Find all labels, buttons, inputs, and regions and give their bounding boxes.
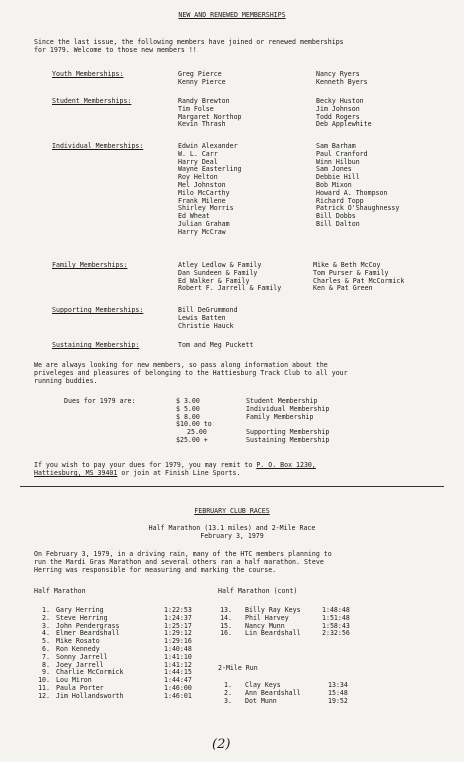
half-places (28, 607, 50, 701)
member-name: Kevin Thrash (178, 120, 226, 129)
member-name: Harry McCraw (178, 227, 226, 236)
member-name: Julian Graham (178, 219, 230, 228)
result-time: 2:32:56 (322, 629, 350, 638)
page-number: (2) (212, 737, 231, 752)
dues-amount: $10.00 to (176, 420, 212, 429)
result-place: 13. (220, 606, 232, 614)
result-place: 4. (42, 629, 50, 638)
member-name: Tom and Meg Puckett (178, 341, 254, 349)
two-mile-title: 2-Mile Run (218, 664, 258, 672)
category-label-student: Student Memberships: (52, 97, 132, 105)
races-paragraph-line-1: On February 3, 1979, in a driving rain, many of the HTC members planning to (34, 550, 332, 558)
result-name: Nancy Munn (245, 621, 285, 630)
result-place: 14. (220, 613, 232, 622)
member-name: Mel Johnston (178, 180, 226, 189)
category-label-supporting: Supporting Memberships: (52, 306, 144, 314)
result-name: Paula Porter (56, 683, 104, 692)
result-place: 9. (42, 668, 50, 677)
member-name: Milo McCarthy (178, 188, 230, 197)
result-place: 3. (42, 621, 50, 630)
result-name: Gary Herring (56, 606, 104, 614)
youth-members-col1 (178, 71, 226, 87)
member-name: Sam Barham (316, 142, 356, 150)
result-time: 13:34 (328, 681, 348, 689)
result-time: 1:51:48 (322, 613, 350, 622)
result-time: 1:46:01 (164, 691, 192, 700)
member-name: Sam Jones (316, 165, 352, 174)
races-paragraph-line-3: Herring was responsible for measuring and marking the course. (34, 566, 277, 574)
member-name: Deb Applewhite (316, 120, 372, 129)
half-cont-names (245, 607, 301, 638)
member-name: Paul Cranford (316, 149, 368, 158)
result-name: Dot Munn (245, 696, 277, 705)
result-place: 12. (38, 691, 50, 700)
category-label-individual: Individual Memberships: (52, 142, 144, 150)
half-cont-times (322, 607, 350, 638)
member-name: Charles & Pat McCormick (313, 276, 405, 285)
family-members-col2 (313, 262, 404, 293)
half-names (56, 607, 124, 701)
races-subheading: Half Marathon (13.1 miles) and 2-Mile Race (148, 524, 316, 532)
individual-members-col1 (178, 143, 242, 237)
result-time: 1:24:37 (164, 613, 192, 622)
member-name: Margaret Northop (178, 112, 242, 121)
member-name: Howard A. Thompson (316, 188, 388, 197)
member-name: Edwin Alexander (178, 142, 238, 150)
half-marathon-title: Half Marathon (34, 587, 86, 595)
member-name: Lewis Batten (178, 313, 226, 322)
result-name: Clay Keys (245, 681, 281, 689)
result-time: 1:29:12 (164, 629, 192, 638)
member-name: W. L. Carr (178, 149, 218, 158)
result-time: 19:52 (328, 696, 348, 705)
member-name: Frank Milene (178, 196, 226, 205)
member-name: Greg Pierce (178, 70, 222, 78)
result-name: Jim Hollandsworth (56, 691, 124, 700)
member-name: Ken & Pat Green (313, 284, 373, 293)
result-place: 1. (42, 606, 50, 614)
member-name: Todd Rogers (316, 112, 360, 121)
member-name: Wayne Easterling (178, 165, 242, 174)
sustaining-members-col1 (178, 342, 253, 350)
result-place: 7. (42, 652, 50, 661)
member-name: Ed Walker & Family (178, 276, 250, 285)
member-name: Bill Dalton (316, 219, 360, 228)
result-name: Elmer Beardshall (56, 629, 120, 638)
result-time: 1:29:16 (164, 637, 192, 646)
dues-type: Student Membership (246, 397, 318, 405)
result-place: 1. (224, 681, 232, 689)
result-place: 11. (38, 683, 50, 692)
supporting-members-col1 (178, 307, 238, 330)
member-name: Christie Hauck (178, 321, 234, 330)
result-name: Lou Miron (56, 676, 92, 685)
member-name: Robert F. Jarrell & Family (178, 284, 282, 293)
result-place: 5. (42, 637, 50, 646)
dues-amount: $25.00 + (176, 435, 208, 444)
result-time: 1:46:00 (164, 683, 192, 692)
result-name: Ron Kennedy (56, 644, 100, 653)
result-name: Charlie McCormick (56, 668, 124, 677)
member-name: Kenneth Byers (316, 77, 368, 86)
result-time: 1:44:47 (164, 676, 192, 685)
result-place: 10. (38, 676, 50, 685)
result-name: John Pendergrass (56, 621, 120, 630)
member-name: Randy Brewton (178, 97, 230, 105)
result-place: 3. (224, 696, 232, 705)
two-mile-times (328, 682, 348, 705)
member-name: Tim Folse (178, 104, 214, 113)
memberships-intro-line-2: for 1979. Welcome to those new members !! (34, 46, 197, 54)
member-name: Becky Huston (316, 97, 364, 105)
result-name: Phil Harvey (245, 613, 289, 622)
dues-label: Dues for 1979 are: (64, 397, 136, 405)
family-members-col1 (178, 262, 281, 293)
result-time: 1:22:53 (164, 606, 192, 614)
result-name: Steve Herring (56, 613, 108, 622)
two-mile-names (245, 682, 301, 705)
result-name: Billy Ray Keys (245, 606, 301, 614)
result-name: Lin Beardshall (245, 629, 301, 638)
dues-amount: $ 8.00 (176, 412, 200, 421)
two-mile-places (210, 682, 232, 705)
dues-types (246, 398, 329, 445)
result-time: 1:40:48 (164, 644, 192, 653)
recruit-paragraph-line-3: running buddies. (34, 377, 98, 385)
remit-text: or join at Finish Line Sports. (117, 469, 241, 477)
dues-amounts (176, 398, 212, 445)
remit-text: If you wish to pay your dues for 1979, you may remit to (34, 461, 257, 469)
races-paragraph-line-2: run the Mardi Gras Marathon and several others ran a half marathon. Steve (34, 558, 324, 566)
result-place: 15. (220, 621, 232, 630)
result-time: 1:41:12 (164, 660, 192, 669)
result-place: 16. (220, 629, 232, 638)
result-place: 6. (42, 644, 50, 653)
member-name: Nancy Ryers (316, 70, 360, 78)
result-place: 8. (42, 660, 50, 669)
result-time: 1:25:17 (164, 621, 192, 630)
member-name: Kenny Pierce (178, 77, 226, 86)
individual-members-col2 (316, 143, 399, 229)
result-time: 15:48 (328, 688, 348, 697)
result-time: 1:41:10 (164, 652, 192, 661)
dues-amount: $ 5.00 (176, 404, 200, 413)
youth-members-col2 (316, 71, 368, 87)
result-time: 1:44:15 (164, 668, 192, 677)
member-name: Bill Dobbs (316, 212, 356, 221)
member-name: Jim Johnson (316, 104, 360, 113)
remit-address: Hattiesburg, MS 39401 (34, 469, 118, 477)
dues-type: Family Membership (246, 412, 314, 421)
member-name: Harry Deal (178, 157, 218, 166)
member-name: Bob Mixon (316, 180, 352, 189)
result-name: Ann Beardshall (245, 688, 301, 697)
member-name: Mike & Beth McCoy (313, 261, 381, 269)
half-marathon-cont-title: Half Marathon (cont) (218, 587, 298, 595)
races-heading: FEBRUARY CLUB RACES (194, 507, 270, 515)
dues-amount: $ 3.00 (176, 397, 200, 405)
memberships-intro-line-1: Since the last issue, the following members have joined or renewed memberships (34, 38, 344, 46)
result-place: 2. (224, 688, 232, 697)
category-label-sustaining: Sustaining Membership: (52, 341, 140, 349)
dues-type: Individual Membership (246, 404, 330, 413)
result-name: Mike Rosato (56, 637, 100, 646)
member-name: Patrick O'Shaughnessy (316, 204, 400, 213)
section-divider (20, 486, 444, 487)
dues-type: Sustaining Membership (246, 435, 330, 444)
result-place: 2. (42, 613, 50, 622)
dues-amount: 25.00 (187, 428, 207, 437)
member-name: Dan Sundeen & Family (178, 268, 258, 277)
member-name: Bill DeGrummond (178, 306, 238, 314)
dues-type: Supporting Membership (246, 428, 330, 437)
result-time: 1:48:48 (322, 606, 350, 614)
recruit-paragraph-line-2: priveleges and pleasures of belonging to the Hattiesburg Track Club to all your (34, 369, 348, 377)
category-label-youth: Youth Memberships: (52, 70, 124, 78)
recruit-paragraph-line-1: We are always looking for new members, so pass along information about the (34, 361, 328, 369)
remit-line-2 (34, 470, 240, 478)
half-times (164, 607, 192, 701)
result-name: Joey Jarrell (56, 660, 104, 669)
member-name: Richard Topp (316, 196, 364, 205)
half-cont-places (210, 607, 232, 638)
member-name: Shirley Morris (178, 204, 234, 213)
result-name: Sonny Jarrell (56, 652, 108, 661)
member-name: Tom Purser & Family (313, 268, 389, 277)
races-date: February 3, 1979 (200, 532, 264, 540)
member-name: Winn Hilbun (316, 157, 360, 166)
student-members-col1 (178, 98, 242, 129)
po-box: P. O. Box 1230, (256, 461, 316, 469)
memberships-heading: NEW AND RENEWED MEMBERSHIPS (178, 11, 286, 19)
member-name: Ed Wheat (178, 212, 210, 221)
member-name: Roy Helton (178, 173, 218, 182)
member-name: Atley Ledlow & Family (178, 261, 262, 269)
member-name: Debbie Hill (316, 173, 360, 182)
student-members-col2 (316, 98, 372, 129)
category-label-family: Family Memberships: (52, 261, 128, 269)
result-time: 1:58:43 (322, 621, 350, 630)
